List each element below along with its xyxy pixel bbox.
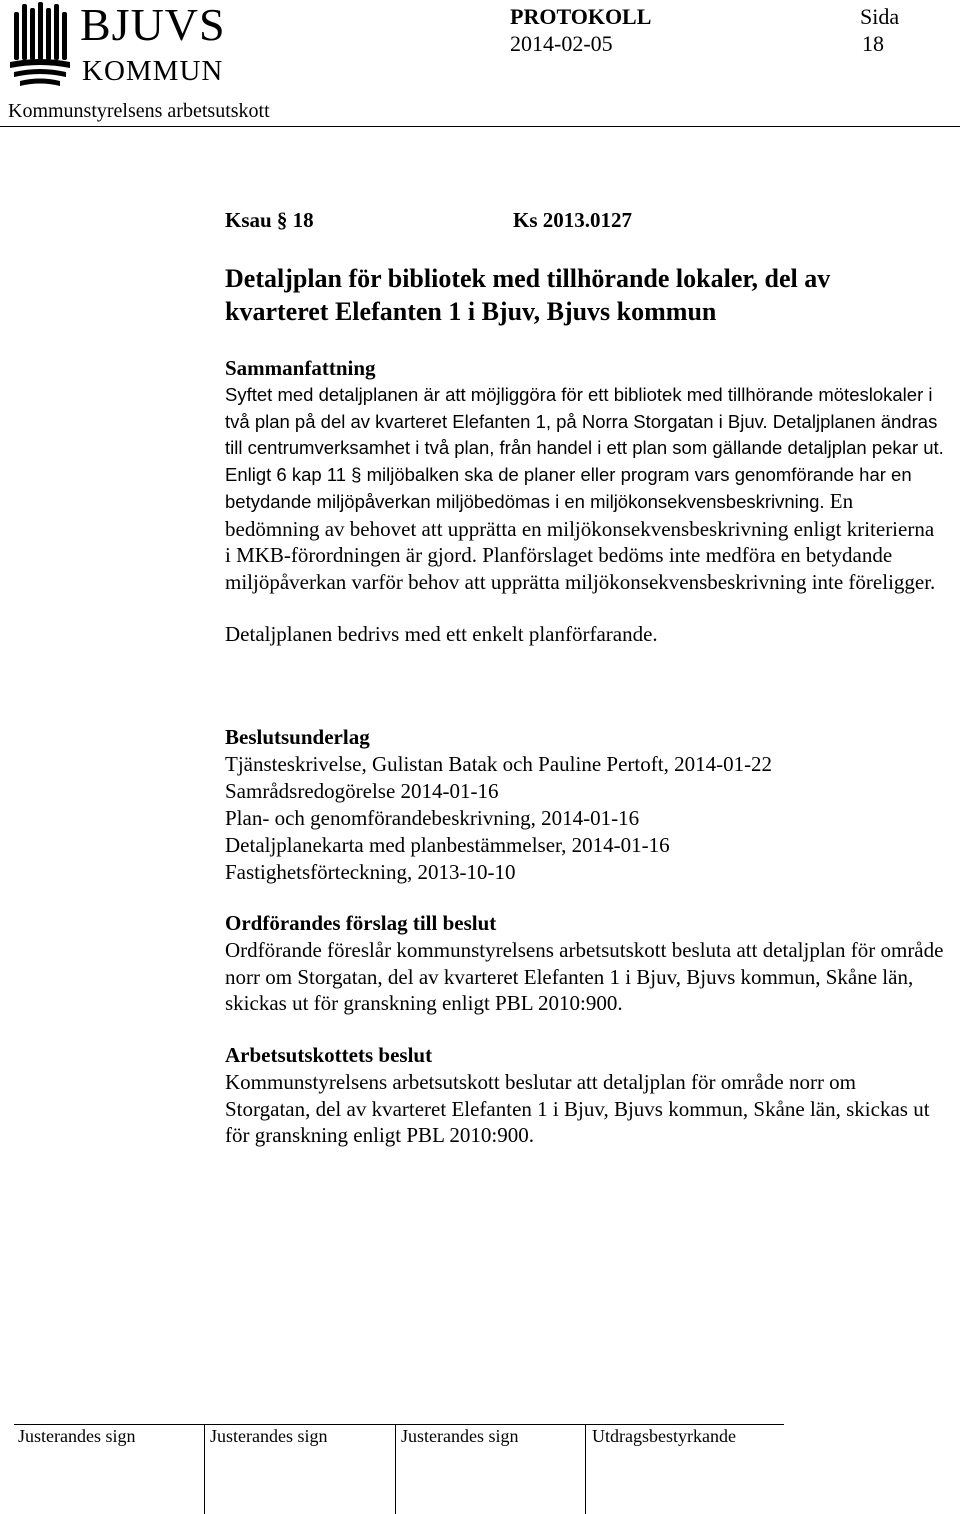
header-divider	[0, 126, 960, 127]
summary-paragraph-2-part-a: Enligt 6 kap 11 § miljöbalken ska de planer eller program vars genomförande har en betydande miljöpåverkan miljöbedömas i en miljökonsekvensbeskrivning.	[225, 463, 912, 512]
decision-heading: Arbetsutskottets beslut	[225, 1043, 433, 1067]
footer-column-divider	[585, 1424, 586, 1514]
page-label: Sida	[860, 4, 900, 29]
summary-paragraph-2	[225, 462, 945, 596]
footer-column-divider	[395, 1424, 396, 1514]
decision-basis-section	[225, 724, 945, 886]
committee-name: Kommunstyrelsens arbetsutskott	[8, 100, 270, 122]
logo-subtitle: KOMMUN	[82, 55, 224, 87]
summary-paragraph-3: Detaljplanen bedrivs med ett enkelt planförfarande.	[225, 622, 658, 646]
chair-proposal-section	[225, 910, 945, 1017]
meeting-date: 2014-02-05	[510, 31, 613, 56]
summary-paragraph-2-part-b: En bedömning av behovet att upprätta en miljökonsekvensbeskrivning enligt kriterierna i MKB-förordningen är gjord. Planförslaget bedöms inte medföra en betydande miljöpåverkan varför behov att upprätta miljökonsekvensbeskrivning inte föreligger.	[225, 489, 936, 594]
basis-item: Tjänsteskrivelse, Gulistan Batak och Pauline Pertoft, 2014-01-22	[225, 752, 773, 776]
signature-label-2: Justerandes sign	[210, 1426, 328, 1446]
municipality-logo-icon	[8, 2, 72, 92]
page-title: Detaljplan för bibliotek med tillhörande lokaler, del av kvarteret Elefanten 1 i Bjuv, Bjuvs kommun	[225, 264, 831, 326]
decision-basis-heading: Beslutsunderlag	[225, 725, 370, 749]
footer-column-divider	[204, 1424, 205, 1514]
summary-heading: Sammanfattning	[225, 356, 376, 380]
basis-item: Fastighetsförteckning, 2013-10-10	[225, 860, 516, 884]
chair-proposal-heading: Ordförandes förslag till beslut	[225, 911, 497, 935]
chair-proposal-text: Ordförande föreslår kommunstyrelsens arbetsutskott besluta att detaljplan för område norr om Storgatan, del av kvarteret Elefanten 1 i Bjuv, Bjuvs kommun, Skåne län, skickas ut för granskning enligt PBL 2010:900.	[225, 938, 944, 1015]
summary-paragraph-1: Syftet med detaljplanen är att möjliggöra för ett bibliotek med tillhörande möteslokaler i två plan på del av kvarteret Elefanten 1, på Norra Storgatan i Bjuv. Detaljplanen ändras till centrumverksamhet i två plan, från handel i ett plan som gällande detaljplan pekar ut.	[225, 384, 944, 458]
extract-certification-label: Utdragsbestyrkande	[592, 1426, 736, 1446]
decision-section	[225, 1042, 945, 1149]
basis-item: Samrådsredogörelse 2014-01-16	[225, 779, 499, 803]
signature-label-3: Justerandes sign	[401, 1426, 519, 1446]
document-type: PROTOKOLL	[510, 4, 652, 29]
basis-item: Detaljplanekarta med planbestämmelser, 2014-01-16	[225, 833, 670, 857]
section-number: Ksau § 18	[225, 208, 314, 232]
basis-item: Plan- och genomförandebeskrivning, 2014-01-16	[225, 806, 640, 830]
case-number: Ks 2013.0127	[513, 208, 633, 232]
summary-section	[225, 355, 945, 648]
logo-wordmark: BJUVS	[80, 0, 226, 50]
signature-label-1: Justerandes sign	[18, 1426, 136, 1446]
page-number: 18	[862, 31, 884, 56]
decision-text: Kommunstyrelsens arbetsutskott beslutar att detaljplan för område norr om Storgatan, del av kvarteret Elefanten 1 i Bjuv, Bjuvs kommun, Skåne län, skickas ut för granskning enligt PBL 2010:900.	[225, 1070, 930, 1147]
